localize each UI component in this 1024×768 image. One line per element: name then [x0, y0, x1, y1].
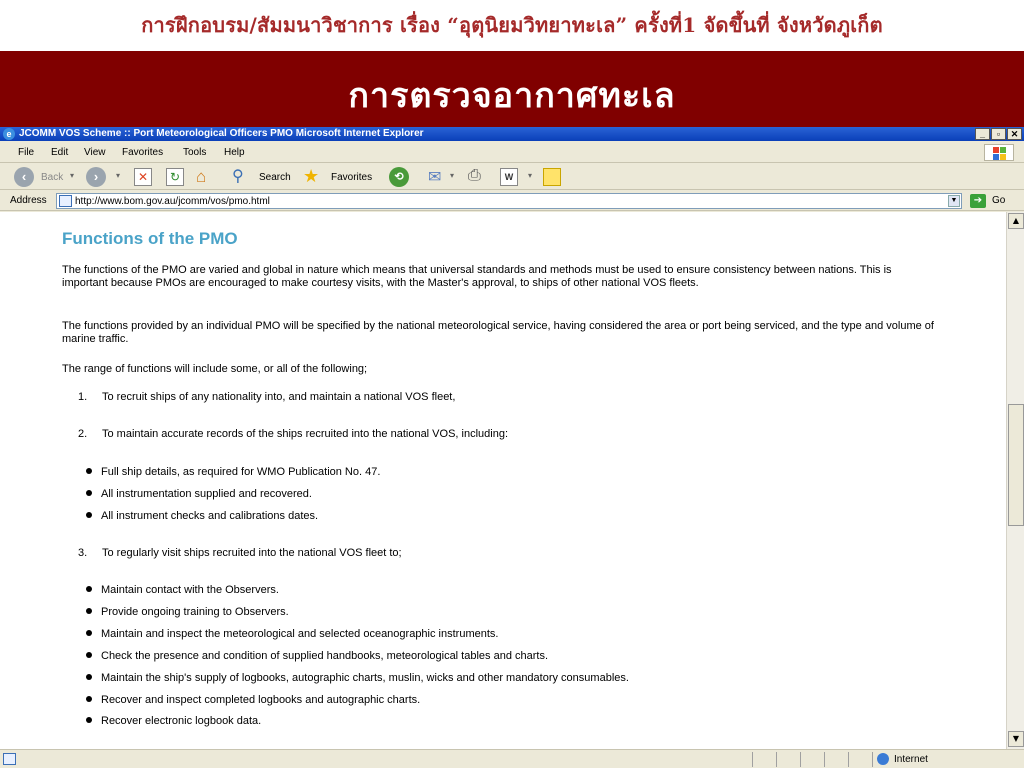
forward-dropdown-icon: ▾ [116, 171, 121, 180]
bullet-item [86, 628, 498, 640]
go-arrow-icon: ➔ [970, 194, 986, 208]
item-text: To regularly visit ships recruited into the national VOS fleet to; [102, 547, 402, 559]
paragraph-range: The range of functions will include some, or all of the following; [62, 363, 368, 375]
ie-icon: e [3, 128, 15, 140]
browser-window [0, 127, 1024, 768]
address-field[interactable] [56, 193, 962, 209]
minimize-button[interactable]: _ [975, 128, 990, 140]
search-button[interactable] [232, 167, 296, 187]
item-text: To maintain accurate records of the ships recruited into the national VOS, including: [102, 428, 509, 440]
search-icon: ⚲ [232, 168, 244, 185]
print-button[interactable] [468, 167, 490, 187]
bullet-text: Check the presence and condition of supplied handbooks, meteorological tables and charts. [101, 650, 549, 662]
mail-icon: ✉ [428, 169, 442, 186]
paragraph-intro: The functions of the PMO are varied and global in nature which means that universal standards and methods must be used to ensure consistency between nations. This is important because PMOs are encouraged to make courtesy visits, with the Master's approval, to ships of other national VOS fleets. [62, 264, 892, 289]
bullet-icon [86, 512, 92, 518]
scroll-thumb[interactable] [1008, 404, 1024, 526]
address-bar [0, 191, 1024, 211]
bullet-icon [86, 630, 92, 636]
go-label: Go [992, 195, 1006, 206]
bullet-text: All instrumentation supplied and recovered. [101, 488, 312, 500]
item-number: 2. [78, 428, 88, 440]
history-icon: ⟲ [389, 167, 409, 187]
maximize-button[interactable]: ▫ [991, 128, 1006, 140]
slide-banner [0, 51, 1024, 127]
vertical-scrollbar[interactable] [1006, 212, 1024, 749]
item-text: To recruit ships of any nationality into, and maintain a national VOS fleet, [102, 391, 456, 403]
bullet-item [86, 672, 629, 684]
bullet-icon [86, 608, 92, 614]
edit-button[interactable] [500, 167, 540, 187]
status-divider [848, 752, 849, 767]
home-button[interactable] [196, 167, 218, 187]
bullet-item [86, 488, 312, 500]
bullet-icon [86, 717, 92, 723]
numbered-item [78, 547, 402, 559]
internet-globe-icon [877, 753, 889, 765]
status-divider [752, 752, 753, 767]
bullet-text: Recover electronic logbook data. [101, 715, 262, 727]
bullet-item [86, 606, 289, 618]
window-controls [974, 128, 1022, 140]
edit-dropdown-icon: ▾ [528, 171, 533, 180]
stop-button[interactable] [134, 167, 154, 187]
mail-dropdown-icon: ▾ [450, 171, 455, 180]
scroll-down-icon[interactable]: ▼ [1008, 731, 1024, 747]
menu-favorites[interactable]: Favorites [122, 147, 164, 158]
bullet-item [86, 694, 420, 706]
numbered-item [78, 428, 508, 440]
menu-view[interactable]: View [84, 147, 106, 158]
bullet-item [86, 650, 548, 662]
menu-help[interactable]: Help [224, 147, 245, 158]
back-button[interactable] [14, 167, 76, 187]
page-status-icon [3, 753, 16, 765]
bullet-text: Maintain contact with the Observers. [101, 584, 279, 596]
bullet-item [86, 584, 279, 596]
bullet-item [86, 715, 261, 727]
menu-file[interactable]: File [18, 147, 35, 158]
bullet-item [86, 466, 380, 478]
bullet-text: All instrument checks and calibrations dates. [101, 510, 319, 522]
status-divider [824, 752, 825, 767]
page-heading: Functions of the PMO [62, 229, 238, 248]
back-arrow-icon: ‹ [14, 167, 34, 187]
close-button[interactable]: ✕ [1007, 128, 1022, 140]
menu-tools[interactable]: Tools [183, 147, 207, 158]
refresh-icon: ↻ [166, 168, 184, 186]
print-icon: ⎙ [468, 167, 481, 184]
back-label: Back [41, 172, 64, 183]
stop-icon: ✕ [134, 168, 152, 186]
bullet-icon [86, 468, 92, 474]
window-title: JCOMM VOS Scheme :: Port Meteorological Officers PMO Microsoft Internet Explorer [19, 128, 424, 139]
mail-button[interactable] [428, 167, 460, 187]
star-icon: ★ [303, 166, 320, 186]
scroll-up-icon[interactable]: ▲ [1008, 213, 1024, 229]
bullet-icon [86, 586, 92, 592]
home-icon: ⌂ [196, 167, 207, 186]
page-icon [59, 195, 72, 207]
status-bar [0, 749, 1024, 768]
history-button[interactable] [389, 167, 411, 187]
windows-flag-icon [984, 144, 1014, 161]
bullet-text: Full ship details, as required for WMO Publication No. 47. [101, 466, 381, 478]
bullet-text: Maintain and inspect the meteorological and selected oceanographic instruments. [101, 628, 499, 640]
bullet-item [86, 510, 318, 522]
item-number: 1. [78, 391, 88, 403]
menu-edit[interactable]: Edit [51, 147, 69, 158]
note-icon [543, 168, 561, 186]
discuss-button[interactable] [543, 167, 567, 187]
standard-toolbar [0, 164, 1024, 190]
search-label: Search [259, 172, 291, 183]
banner-title: การตรวจอากาศทะเล [348, 76, 676, 116]
status-divider [800, 752, 801, 767]
bullet-text: Maintain the ship's supply of logbooks, autographic charts, muslin, wicks and other mandatory consumables. [101, 672, 629, 684]
security-zone-label: Internet [894, 754, 928, 765]
address-dropdown-icon[interactable]: ▼ [948, 195, 960, 207]
bullet-icon [86, 652, 92, 658]
title-bar[interactable] [0, 127, 1024, 141]
forward-button[interactable] [86, 167, 126, 187]
bullet-text: Provide ongoing training to Observers. [101, 606, 289, 618]
bullet-icon [86, 490, 92, 496]
favorites-button[interactable] [303, 167, 381, 187]
numbered-item [78, 391, 455, 403]
refresh-button[interactable] [166, 167, 186, 187]
back-dropdown-icon: ▾ [70, 171, 75, 180]
item-number: 3. [78, 547, 88, 559]
menu-bar [0, 142, 1024, 163]
status-divider [776, 752, 777, 767]
bullet-icon [86, 696, 92, 702]
forward-arrow-icon: › [86, 167, 106, 187]
favorites-label: Favorites [331, 172, 373, 183]
slide-top-title [0, 0, 1024, 51]
bullet-icon [86, 674, 92, 680]
url-input[interactable] [75, 195, 935, 207]
address-label: Address [10, 195, 47, 206]
bullet-text: Recover and inspect completed logbooks and autographic charts. [101, 694, 421, 706]
status-divider [872, 752, 873, 767]
word-edit-icon: W [500, 168, 518, 186]
paragraph-functions: The functions provided by an individual PMO will be specified by the national meteorological service, having considered the area or port being serviced, and the type and volume of marine traffic. [62, 320, 934, 345]
page-content [0, 212, 1006, 749]
seminar-title: การฝึกอบรม/สัมมนาวิชาการ เรื่อง “อุตุนิยมวิทยาทะเล” ครั้งที่1 จัดขึ้นที่ จังหวัดภูเก็ต [141, 13, 883, 37]
